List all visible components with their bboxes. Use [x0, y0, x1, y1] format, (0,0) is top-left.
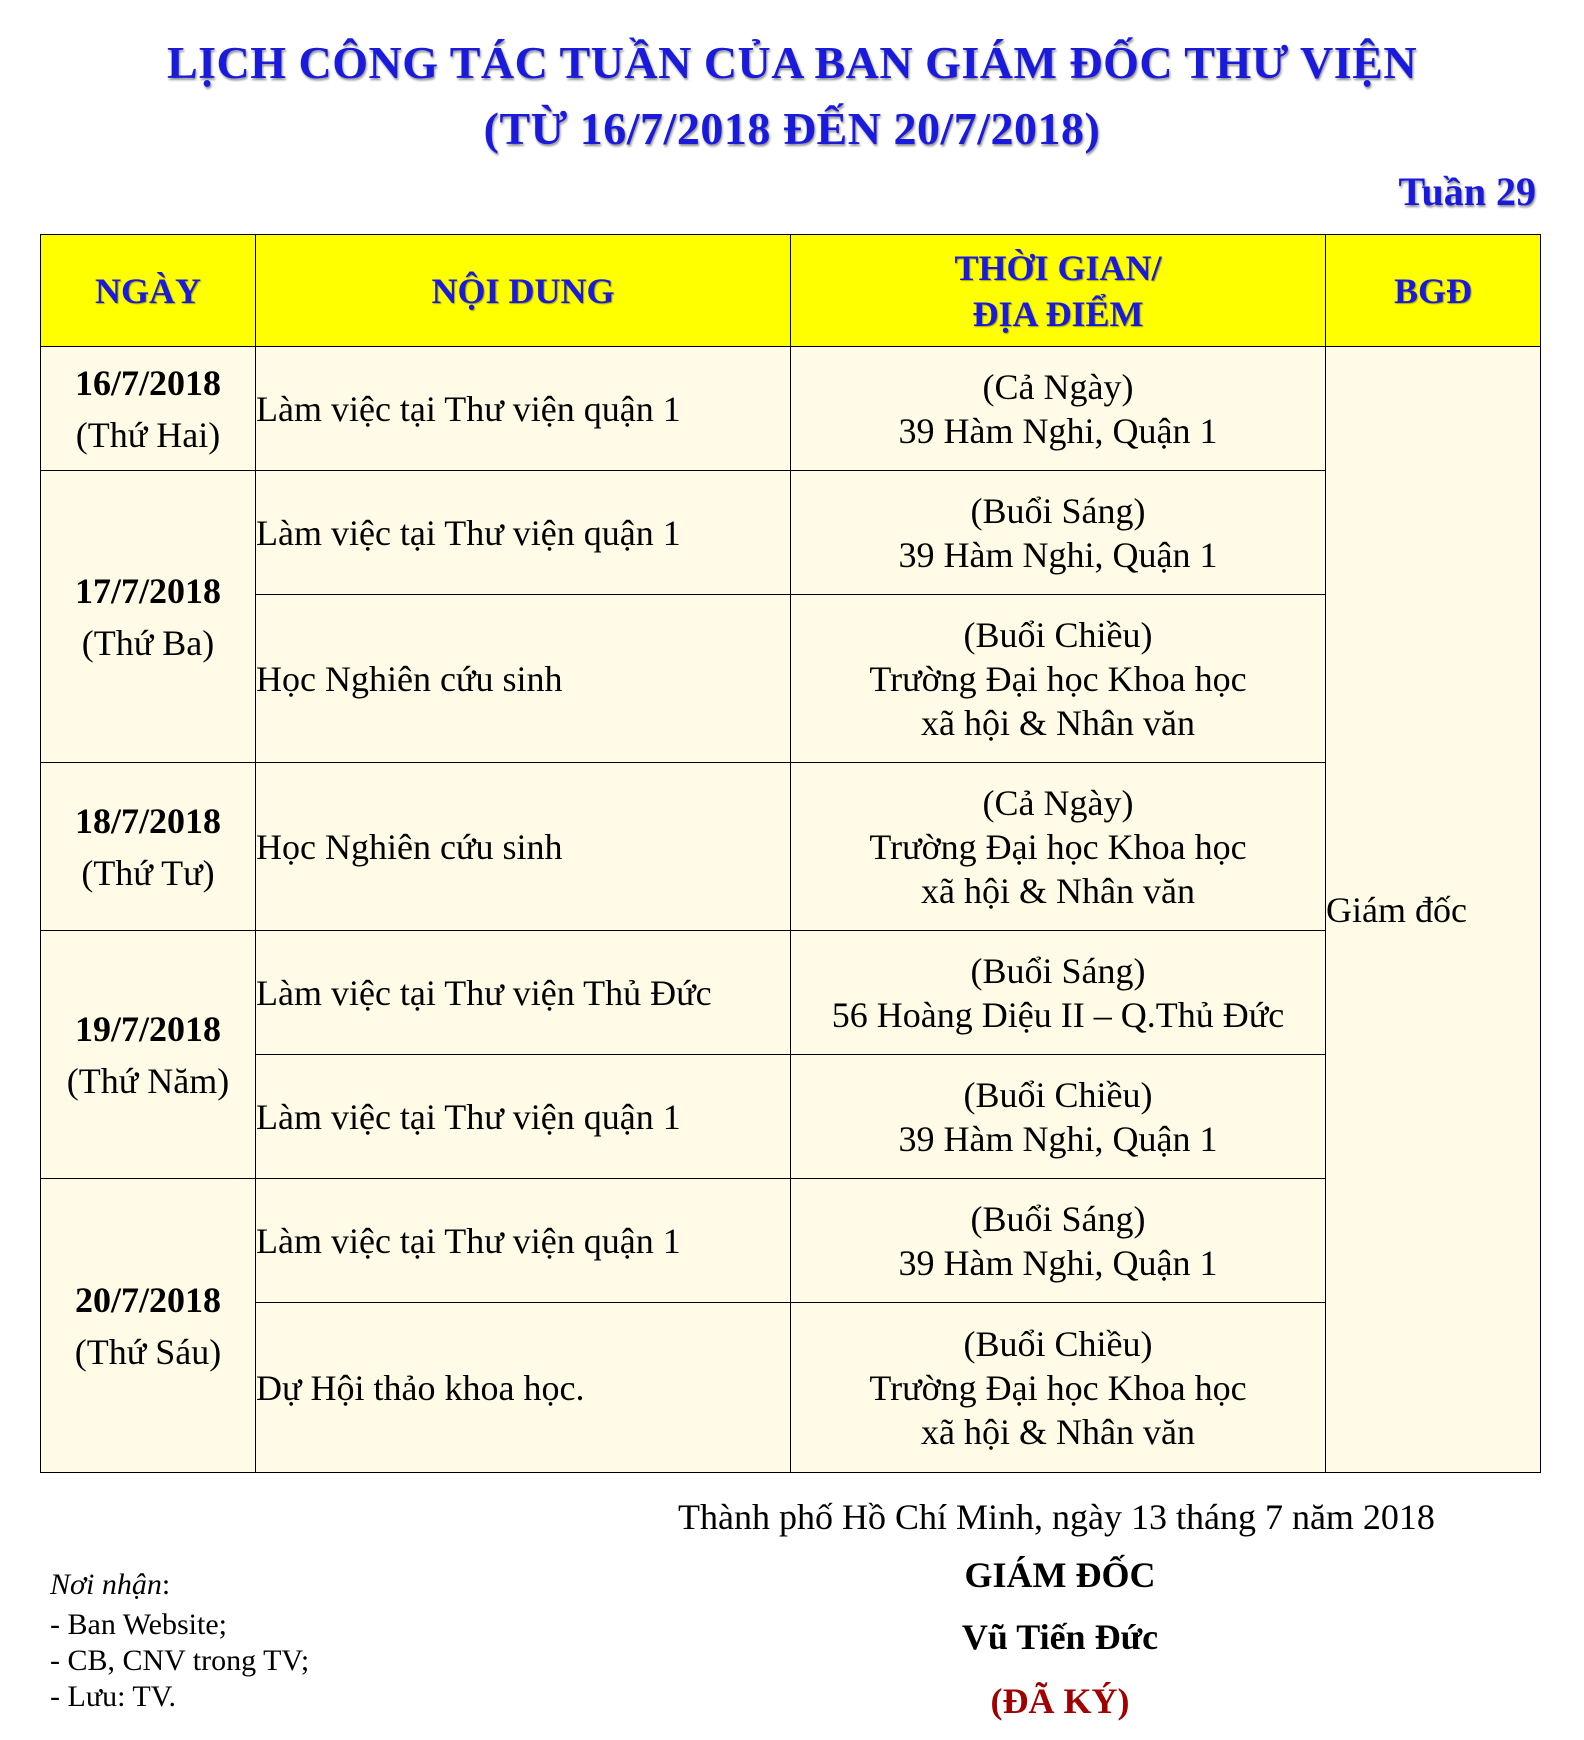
weekday-value: (Thứ Ba)	[81, 622, 215, 663]
content-cell: Làm việc tại Thư viện quận 1	[256, 1055, 791, 1179]
place-line: Trường Đại học Khoa học	[869, 1367, 1247, 1408]
recipient-item: - Lưu: TV.	[50, 1680, 176, 1713]
timeloc-cell	[791, 763, 1326, 931]
date-cell	[41, 763, 256, 931]
content-cell: Làm việc tại Thư viện quận 1	[256, 1179, 791, 1303]
header-timeloc-line2: ĐỊA ĐIỂM	[972, 293, 1144, 334]
time-value: (Buổi Sáng)	[970, 1198, 1146, 1239]
timeloc-cell	[791, 347, 1326, 471]
time-value: (Buổi Chiều)	[963, 614, 1153, 655]
place-line: xã hội & Nhân văn	[921, 1411, 1195, 1452]
time-value: (Buổi Sáng)	[970, 950, 1146, 991]
content-cell: Làm việc tại Thư viện quận 1	[256, 347, 791, 471]
date-cell	[41, 1179, 256, 1473]
recipients-title-text: Nơi nhận	[50, 1568, 162, 1601]
timeloc-cell	[791, 1179, 1326, 1303]
weekday-value: (Thứ Hai)	[75, 414, 221, 455]
table-row	[41, 1179, 1541, 1303]
bgd-cell: Giám đốc	[1326, 347, 1541, 1473]
timeloc-cell	[791, 931, 1326, 1055]
time-value: (Cả Ngày)	[982, 782, 1134, 823]
header-bgd: BGĐ	[1326, 235, 1541, 347]
timeloc-cell	[791, 1055, 1326, 1179]
place-line: 39 Hàm Nghi, Quận 1	[898, 410, 1218, 451]
place-line: 39 Hàm Nghi, Quận 1	[898, 1242, 1218, 1283]
time-value: (Buổi Chiều)	[963, 1074, 1153, 1115]
content-cell: Làm việc tại Thư viện quận 1	[256, 471, 791, 595]
table-header-row	[41, 235, 1541, 347]
content-cell: Dự Hội thảo khoa học.	[256, 1303, 791, 1473]
date-value: 18/7/2018	[74, 800, 221, 841]
place-line: 39 Hàm Nghi, Quận 1	[898, 1118, 1218, 1159]
date-value: 17/7/2018	[74, 570, 221, 611]
page-title-line1: LỊCH CÔNG TÁC TUẦN CỦA BAN GIÁM ĐỐC THƯ VIỆN	[166, 37, 1418, 88]
header-timeloc	[791, 235, 1326, 347]
header-content: NỘI DUNG	[256, 235, 791, 347]
recipients-title	[50, 1568, 170, 1602]
date-cell	[41, 471, 256, 763]
table-row	[41, 347, 1541, 471]
weekday-value: (Thứ Năm)	[66, 1060, 230, 1101]
place-line: 39 Hàm Nghi, Quận 1	[898, 534, 1218, 575]
table-row	[41, 1055, 1541, 1179]
table-row	[41, 595, 1541, 763]
time-value: (Buổi Sáng)	[970, 490, 1146, 531]
date-value: 16/7/2018	[74, 362, 221, 403]
week-label: Tuần 29	[1398, 169, 1536, 214]
content-cell: Làm việc tại Thư viện Thủ Đức	[256, 931, 791, 1055]
table-row	[41, 471, 1541, 595]
place-line: 56 Hoàng Diệu II – Q.Thủ Đức	[831, 994, 1285, 1035]
table-row	[41, 763, 1541, 931]
header-date: NGÀY	[41, 235, 256, 347]
place-line: xã hội & Nhân văn	[921, 702, 1195, 743]
schedule-table	[40, 234, 1541, 1473]
weekday-value: (Thứ Tư)	[81, 852, 215, 893]
recipient-item: - CB, CNV trong TV;	[50, 1644, 310, 1677]
place-line: Trường Đại học Khoa học	[869, 658, 1247, 699]
weekday-value: (Thứ Sáu)	[74, 1331, 222, 1372]
signer-name: Vũ Tiến Đức	[961, 1617, 1159, 1657]
timeloc-cell	[791, 471, 1326, 595]
date-value: 20/7/2018	[74, 1279, 221, 1320]
content-cell: Học Nghiên cứu sinh	[256, 763, 791, 931]
place-line: Trường Đại học Khoa học	[869, 826, 1247, 867]
date-cell	[41, 347, 256, 471]
signed-mark: (ĐÃ KÝ)	[990, 1681, 1130, 1721]
time-value: (Buổi Chiều)	[963, 1323, 1153, 1364]
table-row	[41, 931, 1541, 1055]
location-date: Thành phố Hồ Chí Minh, ngày 13 tháng 7 năm 2018	[678, 1497, 1435, 1537]
header-timeloc-line1: THỜI GIAN/	[954, 247, 1162, 288]
date-cell	[41, 931, 256, 1179]
recipient-item: - Ban Website;	[50, 1608, 227, 1641]
timeloc-cell	[791, 1303, 1326, 1473]
page-title-line2: (TỪ 16/7/2018 ĐẾN 20/7/2018)	[483, 103, 1101, 154]
content-cell: Học Nghiên cứu sinh	[256, 595, 791, 763]
table-row	[41, 1303, 1541, 1473]
place-line: xã hội & Nhân văn	[921, 870, 1195, 911]
date-value: 19/7/2018	[74, 1008, 221, 1049]
timeloc-cell	[791, 595, 1326, 763]
time-value: (Cả Ngày)	[982, 366, 1134, 407]
signer-title: GIÁM ĐỐC	[964, 1555, 1156, 1595]
recipients-title-colon: :	[161, 1568, 171, 1601]
